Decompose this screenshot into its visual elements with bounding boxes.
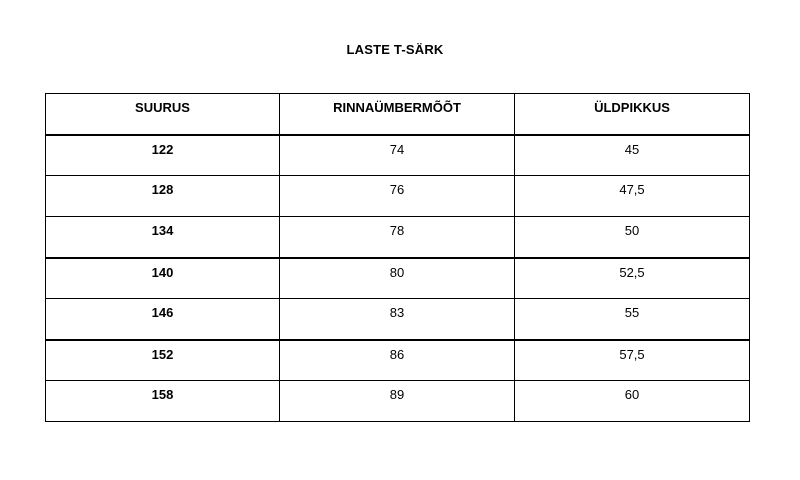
chest-cell: 89 (280, 381, 515, 422)
header-size: SUURUS (46, 94, 280, 135)
length-cell: 47,5 (515, 176, 750, 217)
chest-cell: 74 (280, 135, 515, 176)
table-header-row (46, 94, 750, 135)
size-cell: 128 (46, 176, 280, 217)
chest-cell: 76 (280, 176, 515, 217)
size-cell: 122 (46, 135, 280, 176)
table-row (46, 135, 750, 176)
chest-cell: 80 (280, 258, 515, 299)
length-cell: 45 (515, 135, 750, 176)
document-title: LASTE T-SÄRK (346, 42, 444, 57)
table-row (46, 340, 750, 381)
table-row (46, 299, 750, 340)
size-cell: 152 (46, 340, 280, 381)
size-chart-table (45, 93, 750, 422)
length-cell: 60 (515, 381, 750, 422)
table-row (46, 258, 750, 299)
length-cell: 57,5 (515, 340, 750, 381)
size-cell: 134 (46, 217, 280, 258)
header-chest-circumference: RINNAÜMBERMÕÕT (280, 94, 515, 135)
size-cell: 140 (46, 258, 280, 299)
header-total-length: ÜLDPIKKUS (515, 94, 750, 135)
size-cell: 146 (46, 299, 280, 340)
table-row (46, 381, 750, 422)
chest-cell: 86 (280, 340, 515, 381)
length-cell: 55 (515, 299, 750, 340)
size-cell: 158 (46, 381, 280, 422)
chest-cell: 83 (280, 299, 515, 340)
table-row (46, 176, 750, 217)
length-cell: 50 (515, 217, 750, 258)
chest-cell: 78 (280, 217, 515, 258)
table-row (46, 217, 750, 258)
length-cell: 52,5 (515, 258, 750, 299)
